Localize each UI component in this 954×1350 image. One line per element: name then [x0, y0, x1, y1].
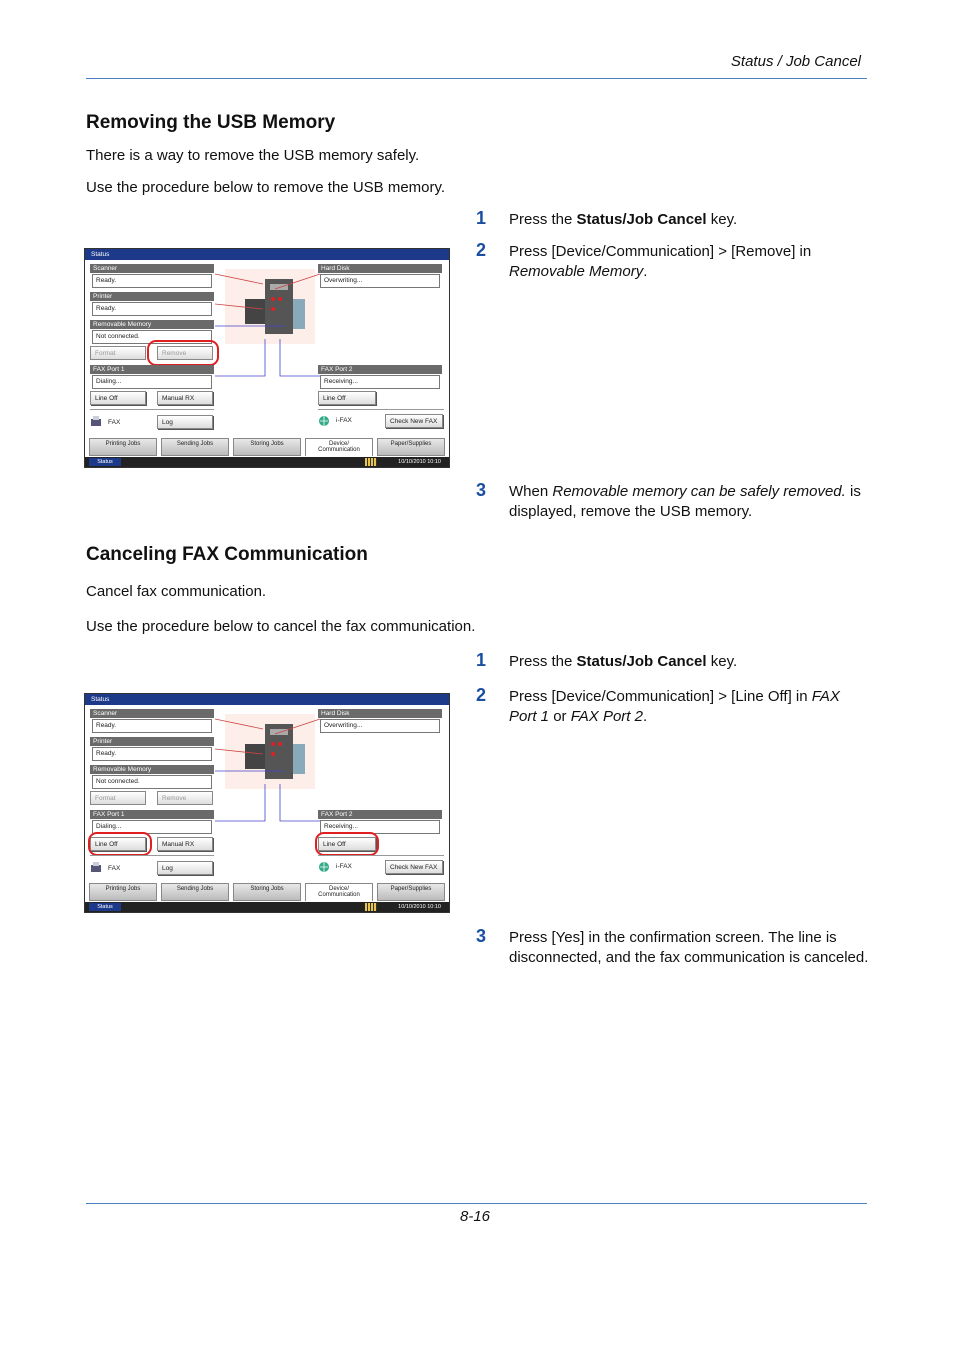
divider	[90, 409, 214, 410]
status-panel-screenshot-1	[84, 248, 450, 468]
panel-title-bar: Status	[85, 249, 449, 260]
tab-storing-jobs[interactable]: Storing Jobs	[233, 438, 301, 456]
ifax-label: i-FAX	[336, 417, 352, 424]
remove-button[interactable]: Remove	[157, 791, 213, 805]
fax-port2-label: FAX Port 2	[318, 810, 442, 819]
step-text: Press [Device/Communication] > [Line Off] in FAX Port 1 or FAX Port 2.	[509, 688, 840, 725]
fax-port2-status: Receiving...	[320, 820, 440, 834]
step-number: 3	[476, 926, 487, 946]
hard-disk-status: Overwriting...	[320, 274, 440, 288]
tab-printing-jobs[interactable]: Printing Jobs	[89, 438, 157, 456]
toner-level-icon	[365, 458, 377, 466]
format-button[interactable]: Format	[90, 346, 146, 360]
step-text: Press the Status/Job Cancel key.	[509, 211, 738, 228]
ifax-label: i-FAX	[336, 863, 352, 870]
removable-memory-label: Removable Memory	[90, 765, 214, 774]
fax-label: FAX	[108, 865, 121, 872]
status-button[interactable]: Status	[89, 458, 121, 466]
printer-label: Printer	[90, 292, 214, 301]
divider	[90, 855, 214, 856]
fax-port2-label: FAX Port 2	[318, 365, 442, 374]
tab-sending-jobs[interactable]: Sending Jobs	[161, 883, 229, 901]
tab-sending-jobs[interactable]: Sending Jobs	[161, 438, 229, 456]
panel-footer	[85, 457, 449, 467]
fax-port1-status: Dialing...	[92, 375, 212, 389]
tab-paper-supplies[interactable]: Paper/Supplies	[377, 883, 445, 901]
log-button[interactable]: Log	[157, 861, 213, 875]
panel-footer	[85, 902, 449, 912]
fax-port1-label: FAX Port 1	[90, 810, 214, 819]
panel-tabs	[89, 883, 447, 901]
page-number: 8-16	[460, 1208, 491, 1225]
step-number: 1	[476, 650, 487, 670]
running-header: Status / Job Cancel	[730, 53, 861, 70]
intro-usb: There is a way to remove the USB memory safely.	[86, 147, 420, 164]
format-button[interactable]: Format	[90, 791, 146, 805]
tab-printing-jobs[interactable]: Printing Jobs	[89, 883, 157, 901]
procedure-usb: Use the procedure below to remove the USB memory.	[86, 179, 446, 196]
removable-memory-status: Not connected.	[92, 775, 212, 789]
annotation-circle-remove	[147, 340, 219, 366]
step-text: When Removable memory can be safely removed. is displayed, remove the USB memory.	[509, 483, 861, 520]
scanner-status: Ready.	[92, 274, 212, 288]
fax-port2-status: Receiving...	[320, 375, 440, 389]
panel-title-bar: Status	[85, 694, 449, 705]
divider	[318, 855, 444, 856]
intro-fax: Cancel fax communication.	[86, 583, 267, 600]
check-new-fax-button[interactable]: Check New FAX	[385, 860, 443, 874]
annotation-circle-line-off-port1	[88, 832, 152, 856]
status-panel-screenshot-2	[84, 693, 450, 913]
status-button[interactable]: Status	[89, 903, 121, 911]
check-new-fax-button[interactable]: Check New FAX	[385, 414, 443, 428]
hard-disk-label: Hard Disk	[318, 264, 442, 273]
step-number: 3	[476, 480, 487, 500]
line-off-button-port2[interactable]: Line Off	[318, 837, 376, 851]
fax-icon	[90, 862, 102, 873]
ifax-globe-icon	[318, 415, 330, 426]
step-number: 2	[476, 685, 487, 705]
ifax-globe-icon	[318, 861, 330, 872]
step-number: 2	[476, 240, 487, 260]
tab-device-communication[interactable]: Device/ Communication	[305, 883, 373, 901]
printer-status: Ready.	[92, 302, 212, 316]
panel-tabs	[89, 438, 447, 456]
hard-disk-status: Overwriting...	[320, 719, 440, 733]
remove-button[interactable]: Remove	[157, 346, 213, 360]
header-rule	[86, 78, 867, 79]
printer-label: Printer	[90, 737, 214, 746]
log-button[interactable]: Log	[157, 415, 213, 429]
manual-rx-button[interactable]: Manual RX	[157, 837, 213, 851]
removable-memory-label: Removable Memory	[90, 320, 214, 329]
removable-memory-status: Not connected.	[92, 330, 212, 344]
manual-rx-button[interactable]: Manual RX	[157, 391, 213, 405]
tab-device-communication[interactable]: Device/ Communication	[305, 438, 373, 456]
panel-datetime: 10/10/2010 10:10	[398, 904, 441, 910]
line-off-button-port1[interactable]: Line Off	[90, 391, 146, 405]
step-text: Press the Status/Job Cancel key.	[509, 653, 738, 670]
section-heading-usb: Removing the USB Memory	[86, 112, 336, 133]
scanner-status: Ready.	[92, 719, 212, 733]
step-text: Press [Yes] in the confirmation screen. The line is disconnected, and the fax communication is canceled.	[509, 929, 869, 966]
scanner-label: Scanner	[90, 709, 214, 718]
annotation-circle-line-off-port2	[315, 832, 379, 856]
step-number: 1	[476, 208, 487, 228]
line-off-button-port1[interactable]: Line Off	[90, 837, 146, 851]
procedure-fax: Use the procedure below to cancel the fax communication.	[86, 618, 476, 635]
toner-level-icon	[365, 903, 377, 911]
fax-port1-label: FAX Port 1	[90, 365, 214, 374]
scanner-label: Scanner	[90, 264, 214, 273]
fax-port1-status: Dialing...	[92, 820, 212, 834]
line-off-button-port2[interactable]: Line Off	[318, 391, 376, 405]
divider	[318, 409, 444, 410]
fax-label: FAX	[108, 419, 121, 426]
printer-status: Ready.	[92, 747, 212, 761]
step-text: Press [Device/Communication] > [Remove] in Removable Memory.	[509, 243, 812, 280]
fax-icon	[90, 416, 102, 427]
footer-rule	[86, 1203, 867, 1204]
hard-disk-label: Hard Disk	[318, 709, 442, 718]
section-heading-fax: Canceling FAX Communication	[86, 544, 368, 565]
tab-paper-supplies[interactable]: Paper/Supplies	[377, 438, 445, 456]
panel-datetime: 10/10/2010 10:10	[398, 459, 441, 465]
tab-storing-jobs[interactable]: Storing Jobs	[233, 883, 301, 901]
